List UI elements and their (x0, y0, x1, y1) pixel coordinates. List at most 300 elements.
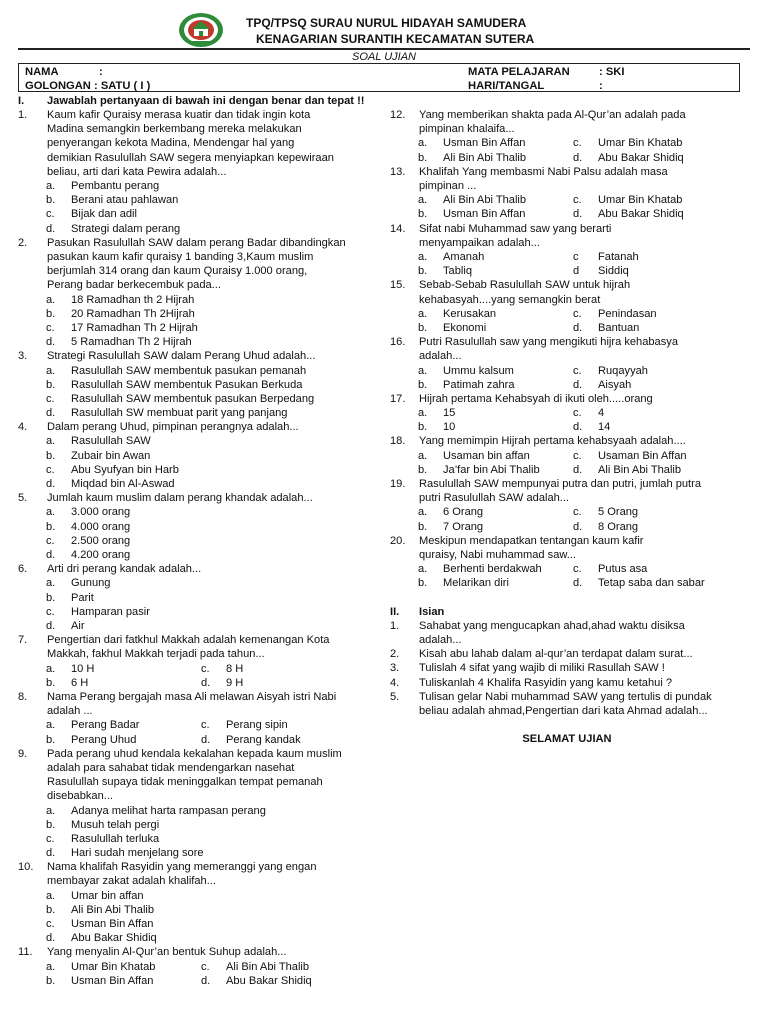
school-location: KENAGARIAN SURANTIH KECAMATAN SUTERA (256, 32, 535, 46)
question-line: adalah ... (47, 705, 93, 718)
answer-option (18, 520, 390, 534)
answer-option (18, 576, 390, 590)
question-number: 1. (18, 109, 28, 121)
question-line: adalah... (419, 350, 462, 363)
option-margin (18, 846, 45, 860)
option-letter: b. (46, 818, 56, 831)
option-text: Ekonomi (443, 321, 487, 334)
option-letter: b. (418, 265, 428, 278)
question-line: Putri Rasulullah saw yang mengikuti hijra kehabasya (419, 336, 678, 349)
option-text: 7 Orang (443, 520, 484, 533)
option-letter: c. (573, 449, 582, 462)
question-line: Khalifah Yang membasmi Nabi Palsu adalah masa (419, 165, 668, 178)
option-margin (18, 392, 45, 406)
option-letter: c. (46, 918, 55, 931)
option-letter: b. (46, 520, 56, 533)
question-line: pimpinan ... (419, 179, 477, 192)
question-text (419, 647, 750, 661)
option-letter: c. (573, 307, 582, 320)
question-line: Strategi Rasulullah SAW dalam Perang Uhud adalah... (47, 350, 316, 363)
option-text: Pembantu perang (71, 180, 160, 193)
option-letter: a. (46, 804, 56, 817)
option-letter: d. (46, 549, 56, 561)
option-letter: a. (46, 577, 56, 590)
question-line: Makkah, fakhul Makkah terjadi pada tahun... (47, 648, 265, 661)
option-text: 8 Orang (598, 520, 639, 533)
option-letter: a. (46, 293, 56, 306)
question-number: 11. (18, 946, 33, 959)
answer-option (18, 293, 390, 307)
question-stem (390, 647, 750, 661)
question-line: Perang badar berkecembuk pada... (47, 279, 221, 292)
answer-option (18, 477, 390, 491)
answer-option-row (390, 576, 750, 590)
option-letter: d. (46, 336, 56, 349)
question-item (18, 349, 390, 420)
question-item (18, 690, 390, 747)
option-margin (18, 335, 45, 349)
option-margin (18, 193, 45, 207)
name-label: NAMA (25, 66, 59, 78)
option-letter: d. (46, 619, 56, 632)
option-margin (390, 193, 417, 207)
option-margin (18, 591, 45, 605)
option-text: Ali Bin Abi Thalib (443, 194, 527, 207)
question-text (419, 222, 750, 250)
option-letter: a. (46, 889, 56, 902)
answer-option (18, 434, 390, 448)
question-item (18, 860, 390, 945)
question-stem (390, 434, 750, 448)
question-item (390, 108, 750, 165)
answer-option-row (390, 193, 750, 207)
question-line: Sahabat yang mengucapkan ahad,ahad waktu disiksa (419, 619, 685, 632)
class-label: GOLONGAN : SATU ( I ) (25, 80, 151, 92)
question-number: 7. (18, 634, 28, 647)
question-text (419, 165, 750, 193)
option-letter: c. (46, 534, 55, 547)
answer-option (18, 917, 390, 931)
answer-option (18, 392, 390, 406)
option-text: Ali Bin Abi Thalib (71, 903, 155, 916)
option-text: Umar Bin Khatab (71, 960, 156, 973)
option-text: 5 Ramadhan Th 2 Hijrah (71, 336, 192, 349)
question-item (390, 392, 750, 435)
option-text: Perang sipin (226, 719, 288, 732)
question-number: 3. (18, 350, 28, 363)
option-letter: d. (573, 520, 583, 533)
option-text: Rasulullah terluka (71, 832, 160, 845)
question-stem (18, 236, 390, 293)
question-line: Tuliskanlah 4 Khalifa Rasyidin yang kamu ketahui ? (419, 676, 673, 689)
option-letter: b. (418, 421, 428, 434)
answer-option (18, 605, 390, 619)
option-text: Amanah (443, 250, 485, 263)
question-text (47, 491, 390, 505)
answer-option-row (390, 406, 750, 420)
option-letter: a. (46, 719, 56, 732)
question-text (47, 236, 390, 293)
option-letter: a. (418, 364, 428, 377)
option-letter: b. (418, 463, 428, 476)
option-text: Usman Bin Affan (71, 974, 154, 987)
option-margin (390, 207, 417, 221)
option-text: 6 H (71, 676, 89, 689)
answer-option (18, 846, 390, 860)
option-text: 4 (598, 407, 605, 420)
answer-option-row (390, 151, 750, 165)
answer-option-row (390, 520, 750, 534)
option-text: Parit (71, 591, 94, 604)
question-line: beliau, arti dari kata Pewira adalah... (47, 165, 227, 178)
closing-text: SELAMAT UJIAN (522, 733, 612, 746)
question-line: Sifat nabi Muhammad saw yang berarti (419, 222, 612, 235)
question-line: Dalam perang Uhud, pimpinan perangnya adalah... (47, 421, 299, 434)
question-line: Rasulullah SAW mempunyai putra dan putri, jumlah putra (419, 478, 702, 491)
date-label: HARI/TANGAL (468, 80, 545, 92)
option-margin (18, 207, 45, 221)
section-1-heading (18, 94, 364, 108)
option-margin (18, 548, 45, 562)
question-line: Pengertian dari fatkhul Makkah adalah kemenangan Kota (47, 634, 330, 647)
question-item (390, 222, 750, 279)
option-margin (18, 662, 45, 676)
question-text (47, 690, 390, 718)
option-text: 10 (443, 421, 456, 434)
answer-option (18, 378, 390, 392)
answer-option-row (18, 974, 390, 988)
question-line: Hijrah pertama Kehabsyah di ikuti oleh.....orang (419, 392, 653, 405)
question-line: Yang menyalin Al-Qur’an bentuk Suhup adalah... (47, 946, 287, 959)
spacer (390, 591, 750, 605)
answer-option-row (390, 562, 750, 576)
option-letter: d. (201, 974, 211, 987)
option-margin (18, 619, 45, 633)
question-stem (390, 165, 750, 193)
option-text: Bijak dan adil (71, 208, 137, 221)
option-text: Usaman Bin Affan (598, 449, 687, 462)
option-margin (18, 534, 45, 548)
question-stem (390, 335, 750, 363)
option-letter: a. (46, 662, 56, 675)
option-text: Tabliq (443, 265, 472, 278)
option-text: Usman Bin Affan (443, 137, 526, 150)
option-letter: d. (573, 421, 583, 434)
question-number: 19. (390, 478, 406, 491)
option-letter: d. (46, 222, 56, 235)
question-line: Meskipun mendapatkan tentangan kaum kafir (419, 534, 644, 547)
question-line: quraisy, Nabi muhammad saw... (419, 549, 577, 562)
answer-option (18, 193, 390, 207)
question-number: 16. (390, 336, 406, 349)
answer-option-row (390, 449, 750, 463)
option-letter: c. (46, 463, 55, 476)
answer-option (18, 931, 390, 945)
option-letter: c. (201, 662, 210, 675)
option-letter: b. (418, 520, 428, 533)
option-text: Ali Bin Abi Thalib (598, 463, 682, 476)
option-letter: d. (201, 676, 211, 689)
answer-option-row (390, 264, 750, 278)
option-margin (18, 463, 45, 477)
question-line: Kisah abu lahab dalam al-qur’an terdapat dalam surat... (419, 648, 693, 661)
option-text: Ali Bin Abi Thalib (443, 151, 527, 164)
question-stem (18, 633, 390, 661)
option-text: Aisyah (598, 378, 632, 391)
option-margin (390, 250, 417, 264)
question-stem (390, 676, 750, 690)
option-margin (18, 406, 45, 420)
option-text: Fatanah (598, 250, 639, 263)
option-letter: c. (201, 719, 210, 732)
question-line: membayar zakat adalah khalifah... (47, 875, 216, 888)
option-letter: a. (46, 435, 56, 448)
answer-option (18, 619, 390, 633)
option-text: Abu Bakar Shidiq (226, 974, 312, 987)
question-item (18, 633, 390, 690)
option-text: Bantuan (598, 321, 640, 334)
option-margin (18, 818, 45, 832)
option-margin (390, 505, 417, 519)
answer-option (18, 903, 390, 917)
question-line: Nama Perang bergajah masa Ali melawan Aisyah istri Nabi (47, 690, 337, 703)
option-letter: a. (418, 137, 428, 150)
option-letter: c. (573, 364, 582, 377)
question-stem (18, 747, 390, 804)
option-text: Zubair bin Awan (71, 449, 151, 462)
option-margin (390, 406, 417, 420)
answer-option-row (18, 676, 390, 690)
question-stem (390, 278, 750, 306)
document-subtitle: SOAL UJIAN (352, 51, 416, 63)
option-text: 20 Ramadhan Th 2Hijrah (71, 307, 195, 320)
document-header (0, 12, 768, 48)
option-text: Siddiq (598, 265, 629, 278)
option-text: Putus asa (598, 563, 648, 576)
answer-option (18, 335, 390, 349)
question-text (47, 945, 390, 959)
option-margin (18, 974, 45, 988)
option-margin (18, 903, 45, 917)
question-number: 17. (390, 392, 406, 405)
option-margin (18, 364, 45, 378)
option-margin (18, 449, 45, 463)
option-margin (18, 434, 45, 448)
question-item (390, 434, 750, 477)
option-text: Abu Syufyan bin Harb (71, 463, 179, 476)
option-text: Kerusakan (443, 307, 497, 320)
option-letter: d. (573, 151, 583, 164)
option-margin (390, 264, 417, 278)
option-letter: d. (201, 733, 211, 746)
section-number: II. (390, 605, 400, 618)
option-text: Penindasan (598, 307, 657, 320)
option-text: Rasulullah SW membuat parit yang panjang (71, 407, 288, 420)
question-number: 15. (390, 279, 406, 292)
question-stem (390, 392, 750, 406)
question-text (419, 661, 750, 675)
option-letter: c. (573, 563, 582, 576)
question-text (47, 420, 390, 434)
answer-option-row (390, 364, 750, 378)
question-text (47, 108, 390, 179)
question-text (47, 562, 390, 576)
option-margin (390, 576, 417, 590)
question-number: 2. (18, 236, 28, 249)
option-margin (18, 676, 45, 690)
answer-option (18, 505, 390, 519)
question-text (419, 534, 750, 562)
question-stem (390, 661, 750, 675)
answer-option (18, 463, 390, 477)
question-number: 12. (390, 109, 406, 121)
option-text: 15 (443, 407, 456, 420)
option-letter: b. (46, 974, 56, 987)
question-stem (390, 534, 750, 562)
answer-option-row (390, 505, 750, 519)
option-letter: b. (46, 733, 56, 746)
option-text: 2.500 orang (71, 534, 131, 547)
question-line: demikian Rasulullah SAW segera menyiapkan kepewiraan (47, 151, 334, 164)
option-margin (390, 364, 417, 378)
option-text: Musuh telah pergi (71, 818, 160, 831)
option-margin (390, 463, 417, 477)
question-line: Rasulullah supaya tidak meninggalkan tempat pemanah (47, 776, 323, 789)
question-item (390, 690, 750, 718)
option-letter: b. (46, 903, 56, 916)
answer-option (18, 222, 390, 236)
answer-option (18, 406, 390, 420)
option-text: Ummu kalsum (443, 364, 514, 377)
option-letter: d (573, 265, 580, 278)
answer-option (18, 591, 390, 605)
school-name: TPQ/TPSQ SURAU NURUL HIDAYAH SAMUDERA (246, 16, 527, 30)
option-letter: b. (46, 194, 56, 207)
option-text: Strategi dalam perang (71, 222, 181, 235)
answer-option (18, 364, 390, 378)
option-letter: b. (418, 577, 428, 590)
question-line: adalah... (419, 634, 462, 647)
option-margin (18, 832, 45, 846)
question-line: menyampaikan adalah... (419, 236, 540, 249)
option-text: Umar Bin Khatab (598, 194, 683, 207)
option-text: Usaman bin affan (443, 449, 530, 462)
option-letter: c. (573, 137, 582, 150)
question-text (419, 108, 750, 136)
option-text: Hari sudah menjelang sore (71, 847, 204, 860)
option-margin (390, 307, 417, 321)
option-margin (18, 321, 45, 335)
question-text (419, 434, 750, 448)
option-letter: d. (573, 378, 583, 391)
question-line: Pada perang uhud kendala kekalahan kepada kaum muslim (47, 747, 342, 760)
option-letter: a. (418, 506, 428, 519)
question-item (390, 278, 750, 335)
answer-option (18, 818, 390, 832)
question-stem (18, 690, 390, 718)
option-text: 3.000 orang (71, 506, 131, 519)
option-text: Usman Bin Affan (71, 918, 154, 931)
date-value: : (599, 80, 603, 92)
option-letter: a. (46, 506, 56, 519)
option-margin (18, 179, 45, 193)
option-letter: a. (418, 407, 428, 420)
option-letter: b. (418, 151, 428, 164)
question-number: 4. (18, 421, 28, 434)
subject-label: MATA PELAJARAN (468, 66, 570, 78)
option-letter: a. (418, 194, 428, 207)
question-line: Madina semangkin berkembang mereka melakukan (47, 123, 302, 136)
option-letter: c. (46, 392, 55, 405)
option-text: Abu Bakar Shidiq (598, 208, 684, 221)
question-number: 10. (18, 861, 34, 874)
question-number: 9. (18, 747, 28, 760)
option-letter: d. (573, 577, 583, 590)
option-letter: c (573, 250, 579, 263)
option-margin (390, 420, 417, 434)
question-stem (18, 349, 390, 363)
option-margin (18, 605, 45, 619)
option-letter: d. (46, 478, 56, 491)
option-text: Rasulullah SAW membentuk pasukan pemanah (71, 364, 307, 377)
option-letter: c. (573, 407, 582, 420)
option-letter: b. (418, 378, 428, 391)
answer-option-row (390, 420, 750, 434)
question-stem (18, 860, 390, 888)
question-text (47, 633, 390, 661)
option-text: Usman Bin Affan (443, 208, 526, 221)
question-item (18, 420, 390, 491)
option-letter: c. (46, 321, 55, 334)
question-number: 8. (18, 690, 28, 703)
question-line: putri Rasulullah SAW adalah... (419, 492, 570, 505)
option-letter: b. (46, 449, 56, 462)
question-item (18, 491, 390, 562)
option-text: Ruqayyah (598, 364, 648, 377)
question-line: pimpinan khalaifa... (419, 123, 515, 136)
option-margin (18, 931, 45, 945)
option-margin (18, 378, 45, 392)
question-text (419, 619, 750, 647)
option-letter: d. (573, 463, 583, 476)
option-text: Rasulullah SAW (71, 435, 151, 448)
question-stem (18, 491, 390, 505)
question-stem (390, 477, 750, 505)
question-stem (390, 108, 750, 136)
question-item (390, 477, 750, 534)
question-text (419, 690, 750, 718)
right-questions (390, 108, 750, 591)
option-margin (390, 321, 417, 335)
question-item (390, 534, 750, 591)
option-text: Air (71, 619, 85, 632)
option-margin (390, 378, 417, 392)
section-title: Isian (419, 605, 445, 618)
option-letter: a. (46, 364, 56, 377)
option-letter: a. (418, 250, 428, 263)
question-item (18, 108, 390, 236)
question-number: 1. (390, 619, 400, 632)
option-letter: a. (418, 307, 428, 320)
option-letter: b. (418, 208, 428, 221)
answer-option (18, 804, 390, 818)
option-text: Ja’far bin Abi Thalib (443, 463, 540, 476)
question-text (47, 860, 390, 888)
option-letter: c. (201, 960, 210, 973)
option-margin (18, 505, 45, 519)
question-stem (18, 420, 390, 434)
question-item (390, 661, 750, 675)
